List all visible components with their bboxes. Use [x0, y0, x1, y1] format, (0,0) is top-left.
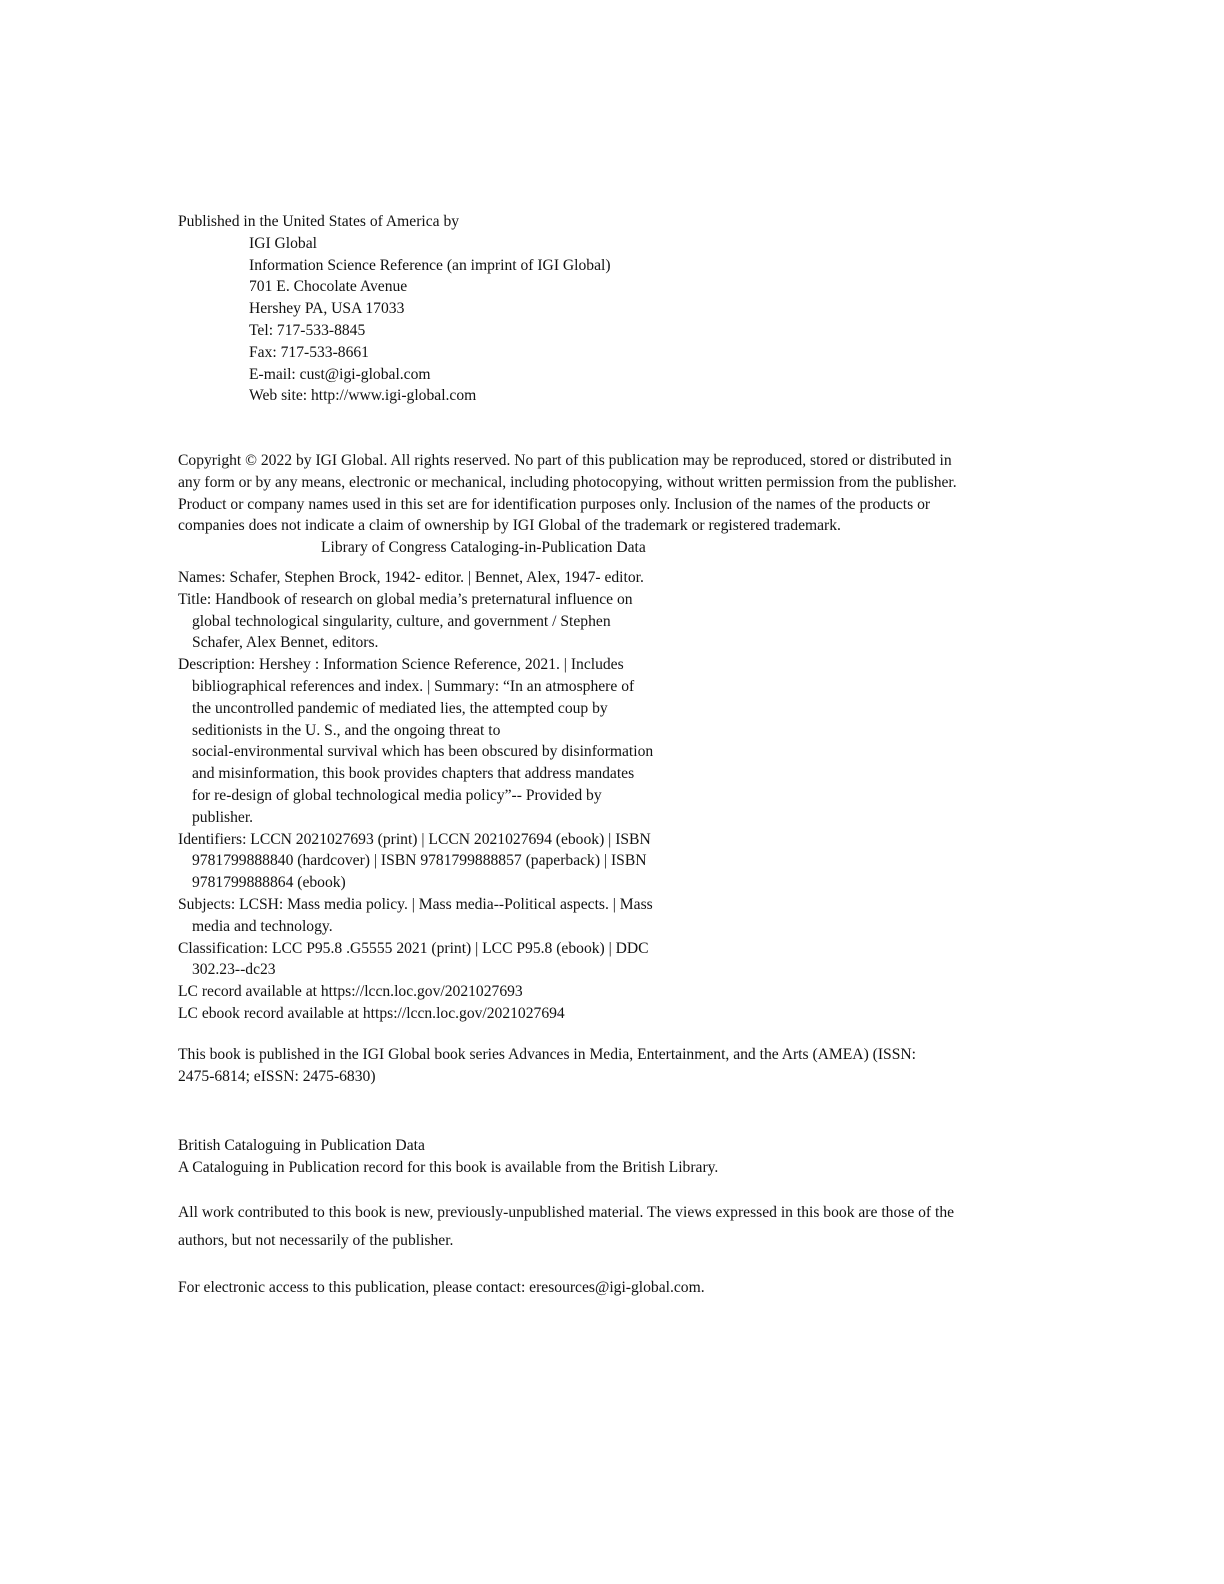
british-cip — [178, 1135, 718, 1179]
publisher-tel: Tel: 717-533-8845 — [249, 321, 366, 339]
views-line: authors, but not necessarily of the publisher. — [178, 1232, 454, 1249]
publisher-fax: Fax: 717-533-8661 — [249, 343, 369, 361]
cip-identifiers-line: Identifiers: LCCN 2021027693 (print) | LCCN 2021027694 (ebook) | ISBN — [178, 830, 651, 848]
series-info — [178, 1044, 916, 1088]
cip-subjects-line: Subjects: LCSH: Mass media policy. | Mass media--Political aspects. | Mass — [178, 895, 653, 913]
cip-description-line: publisher. — [192, 808, 254, 826]
cip-classification-line: 302.23--dc23 — [192, 961, 276, 979]
series-line: This book is published in the IGI Global book series Advances in Media, Entertainment, and the Arts (AMEA) (ISSN: — [178, 1046, 916, 1063]
publisher-street: 701 E. Chocolate Avenue — [249, 278, 408, 296]
electronic-access — [178, 1277, 705, 1299]
british-cip-heading: British Cataloguing in Publication Data — [178, 1137, 425, 1154]
cip-description-line: social-environmental survival which has been obscured by disinformation — [192, 743, 654, 761]
cip-title-line: Schafer, Alex Bennet, editors. — [192, 634, 379, 652]
cip-title-line: Title: Handbook of research on global media’s preternatural influence on — [178, 590, 633, 608]
cip-subjects-line: media and technology. — [192, 917, 333, 935]
cip-lc-ebook-record: LC ebook record available at https://lccn.loc.gov/2021027694 — [178, 1004, 565, 1022]
publisher-website: Web site: http://www.igi-global.com — [249, 387, 477, 405]
cip-description-line: seditionists in the U. S., and the ongoing threat to — [192, 721, 501, 739]
publisher-name: IGI Global — [249, 234, 317, 252]
publisher-intro: Published in the United States of America by — [178, 213, 460, 230]
publisher-city: Hershey PA, USA 17033 — [249, 300, 405, 318]
copyright-line: Copyright © 2022 by IGI Global. All rights reserved. No part of this publication may be reproduced, stored or distributed in — [178, 452, 952, 469]
copyright-line: Product or company names used in this set are for identification purposes only. Inclusion of the names of the products or — [178, 495, 931, 513]
cip-description-line: and misinformation, this book provides chapters that address mandates — [192, 765, 635, 783]
cip-description-line: for re-design of global technological media policy”-- Provided by — [192, 786, 602, 804]
cip-data — [178, 567, 653, 1025]
lcc-heading: Library of Congress Cataloging-in-Publication Data — [321, 539, 646, 556]
cip-title-line: global technological singularity, culture, and government / Stephen — [192, 612, 611, 630]
cip-description-line: Description: Hershey : Information Science Reference, 2021. | Includes — [178, 656, 624, 674]
cip-lc-record: LC record available at https://lccn.loc.gov/2021027693 — [178, 983, 523, 1001]
publisher-email: E-mail: cust@igi-global.com — [249, 365, 431, 383]
views-line: All work contributed to this book is new, previously-unpublished material. The views expressed in this book are those of the — [178, 1204, 955, 1221]
cip-names: Names: Schafer, Stephen Brock, 1942- editor. | Bennet, Alex, 1947- editor. — [178, 569, 644, 586]
cip-classification-line: Classification: LCC P95.8 .G5555 2021 (print) | LCC P95.8 (ebook) | DDC — [178, 939, 649, 957]
copyright-notice — [178, 450, 957, 537]
cip-description-line: the uncontrolled pandemic of mediated lies, the attempted coup by — [192, 699, 608, 717]
copyright-line: any form or by any means, electronic or mechanical, including photocopying, without written permission from the publisher. — [178, 473, 957, 491]
publisher-info — [178, 211, 611, 407]
cip-identifiers-line: 9781799888864 (ebook) — [192, 874, 346, 892]
cip-description-line: bibliographical references and index. | Summary: “In an atmosphere of — [192, 677, 635, 695]
british-cip-text: A Cataloguing in Publication record for this book is available from the British Library. — [178, 1158, 719, 1176]
series-line: 2475-6814; eISSN: 2475-6830) — [178, 1067, 376, 1085]
copyright-line: companies does not indicate a claim of ownership by IGI Global of the trademark or registered trademark. — [178, 517, 841, 535]
publisher-imprint: Information Science Reference (an imprint of IGI Global) — [249, 256, 611, 274]
views-disclaimer — [178, 1199, 954, 1255]
electronic-access-text: For electronic access to this publication, please contact: eresources@igi-global.com. — [178, 1279, 705, 1296]
cip-identifiers-line: 9781799888840 (hardcover) | ISBN 9781799888857 (paperback) | ISBN — [192, 852, 647, 870]
